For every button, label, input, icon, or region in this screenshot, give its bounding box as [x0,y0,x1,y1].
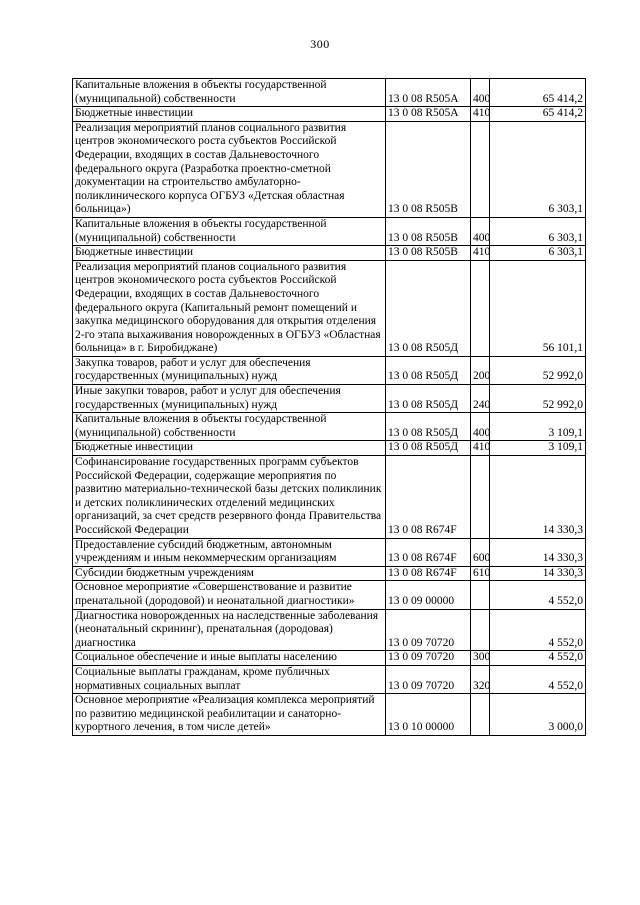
table-row [73,246,586,261]
table-row [73,581,586,609]
row-target-code: 13 0 08 R505Д [386,356,471,384]
table-row [73,694,586,736]
row-amount: 52 992,0 [490,356,586,384]
row-description: Бюджетные инвестиции [73,246,386,261]
budget-table [72,78,586,736]
row-target-code: 13 0 08 R505В [386,246,471,261]
table-row [73,413,586,441]
row-target-code: 13 0 08 R505Д [386,260,471,356]
row-expense-type: 300 [471,651,490,666]
row-description: Социальные выплаты гражданам, кроме публичных нормативных социальных выплат [73,665,386,693]
row-expense-type [471,694,490,736]
row-expense-type: 200 [471,356,490,384]
row-amount: 6 303,1 [490,217,586,245]
row-target-code: 13 0 08 R505В [386,121,471,217]
row-description: Капитальные вложения в объекты государственной (муниципальной) собственности [73,79,386,107]
row-expense-type [471,121,490,217]
row-amount: 3 109,1 [490,413,586,441]
row-expense-type: 320 [471,665,490,693]
row-amount: 4 552,0 [490,609,586,651]
row-target-code: 13 0 09 70720 [386,609,471,651]
row-amount: 6 303,1 [490,121,586,217]
row-target-code: 13 0 08 R505Д [386,385,471,413]
row-amount: 14 330,3 [490,456,586,539]
row-description: Капитальные вложения в объекты государственной (муниципальной) собственности [73,217,386,245]
row-description: Основное мероприятие «Реализация комплекса мероприятий по развитию медицинской реабилитации и санаторно-курортного лечения, в том числе детей» [73,694,386,736]
row-amount: 4 552,0 [490,581,586,609]
table-row [73,566,586,581]
table-row [73,385,586,413]
table-row [73,79,586,107]
table-row [73,665,586,693]
row-target-code: 13 0 08 R674F [386,538,471,566]
table-row [73,356,586,384]
row-target-code: 13 0 09 70720 [386,665,471,693]
table-row [73,121,586,217]
table-row [73,538,586,566]
row-target-code: 13 0 08 R505Д [386,413,471,441]
row-target-code: 13 0 10 00000 [386,694,471,736]
row-description: Реализация мероприятий планов социального развития центров экономического роста субъектов Российской Федерации, входящих в состав Дальневосточного федерального округа (Капитальный ремонт помещений и закупка медицинского оборудования для открытия отделения 2-го этапа выхаживания новорожденных в ОГБУЗ «Областная больница» в г. Биробиджане) [73,260,386,356]
row-expense-type: 410 [471,107,490,122]
table-row [73,651,586,666]
row-target-code: 13 0 09 70720 [386,651,471,666]
row-amount: 3 109,1 [490,441,586,456]
budget-table-body [73,79,586,736]
row-expense-type [471,581,490,609]
row-amount: 52 992,0 [490,385,586,413]
table-row [73,260,586,356]
row-expense-type: 410 [471,246,490,261]
row-target-code: 13 0 08 R674F [386,566,471,581]
row-amount: 3 000,0 [490,694,586,736]
row-description: Диагностика новорожденных на наследственные заболевания (неонатальный скрининг), пренатальная (дородовая) диагностика [73,609,386,651]
row-target-code: 13 0 08 R674F [386,456,471,539]
row-amount: 65 414,2 [490,79,586,107]
page-number: 300 [310,37,330,51]
row-amount: 65 414,2 [490,107,586,122]
row-description: Бюджетные инвестиции [73,441,386,456]
row-amount: 4 552,0 [490,651,586,666]
row-description: Основное мероприятие «Совершенствование и развитие пренатальной (дородовой) и неонатальной диагностики» [73,581,386,609]
row-expense-type [471,609,490,651]
row-expense-type: 400 [471,79,490,107]
row-description: Бюджетные инвестиции [73,107,386,122]
row-description: Софинансирование государственных программ субъектов Российской Федерации, содержащие мероприятия по развитию материально-технической базы детских поликлиник и детских поликлинических отделений медицинских организаций, за счет средств резервного фонда Правительства Российской Федерации [73,456,386,539]
row-target-code: 13 0 08 R505Д [386,441,471,456]
row-expense-type: 400 [471,217,490,245]
row-description: Иные закупки товаров, работ и услуг для обеспечения государственных (муниципальных) нужд [73,385,386,413]
row-target-code: 13 0 08 R505А [386,107,471,122]
row-expense-type: 610 [471,566,490,581]
row-description: Социальное обеспечение и иные выплаты населению [73,651,386,666]
table-row [73,609,586,651]
row-amount: 14 330,3 [490,566,586,581]
table-row [73,217,586,245]
row-expense-type: 410 [471,441,490,456]
row-target-code: 13 0 08 R505В [386,217,471,245]
row-description: Капитальные вложения в объекты государственной (муниципальной) собственности [73,413,386,441]
row-expense-type: 600 [471,538,490,566]
row-expense-type [471,456,490,539]
row-amount: 6 303,1 [490,246,586,261]
row-expense-type: 400 [471,413,490,441]
row-amount: 14 330,3 [490,538,586,566]
row-amount: 4 552,0 [490,665,586,693]
row-expense-type: 240 [471,385,490,413]
row-expense-type [471,260,490,356]
table-row [73,456,586,539]
row-description: Закупка товаров, работ и услуг для обеспечения государственных (муниципальных) нужд [73,356,386,384]
row-description: Субсидии бюджетным учреждениям [73,566,386,581]
table-row [73,441,586,456]
row-description: Реализация мероприятий планов социального развития центров экономического роста субъектов Российской Федерации, входящих в состав Дальневосточного федерального округа (Разработка проектно-сметной документации на строительство амбулаторно-поликлинического корпуса ОГБУЗ «Детская областная больница») [73,121,386,217]
row-description: Предоставление субсидий бюджетным, автономным учреждениям и иным некоммерческим организациям [73,538,386,566]
row-target-code: 13 0 09 00000 [386,581,471,609]
table-row [73,107,586,122]
row-target-code: 13 0 08 R505А [386,79,471,107]
row-amount: 56 101,1 [490,260,586,356]
